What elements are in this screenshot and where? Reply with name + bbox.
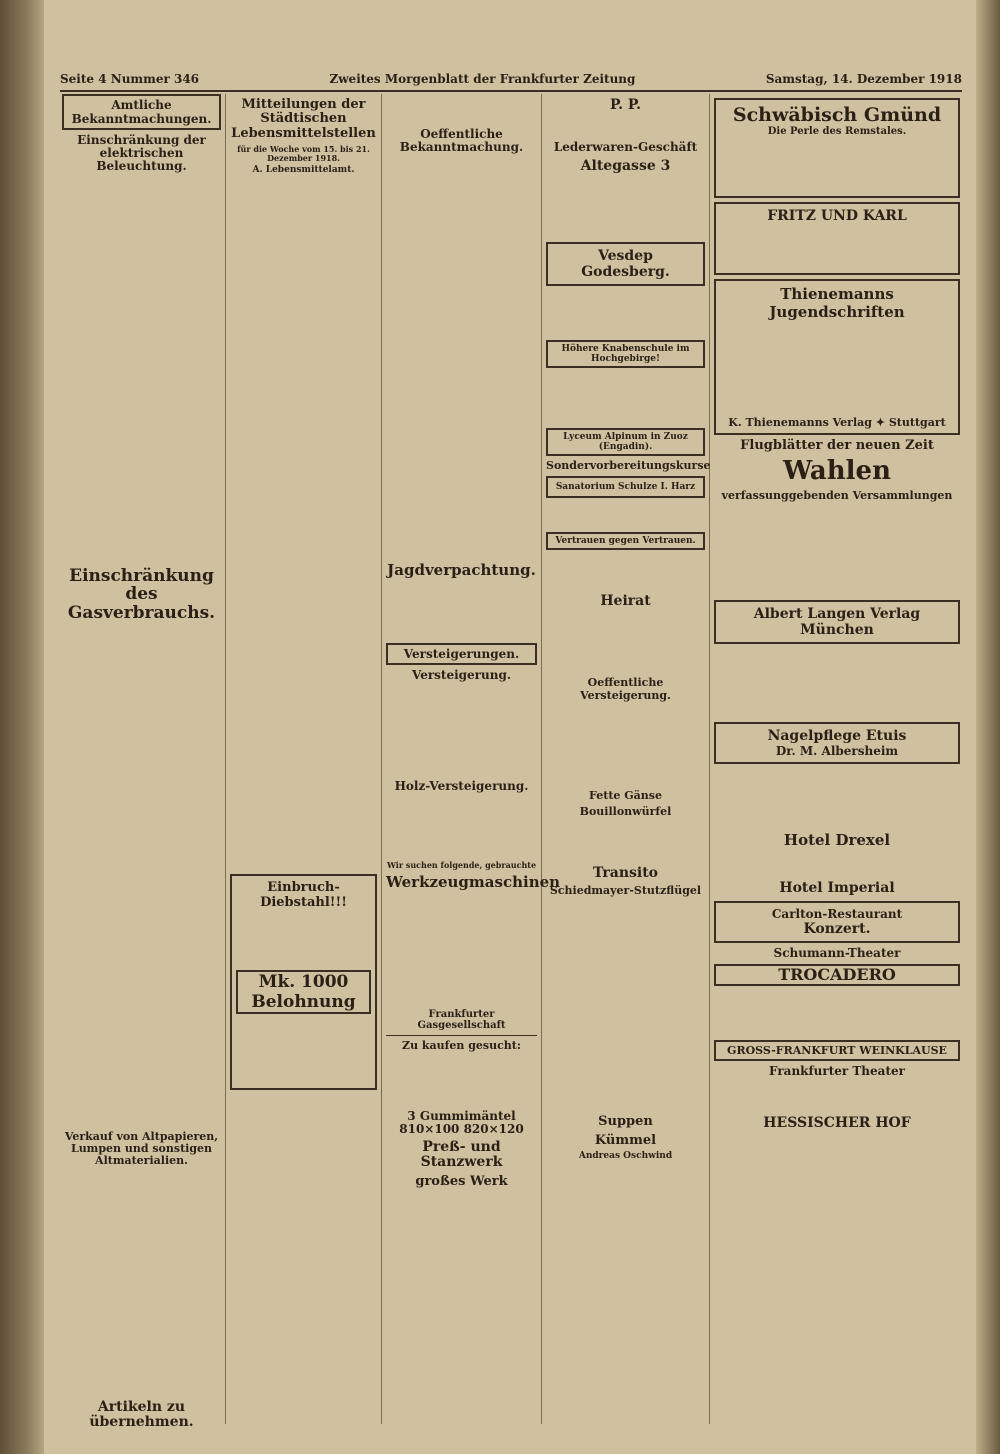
ad-company: Frankfurter Gasgesellschaft (417, 1008, 506, 1031)
article-body (386, 94, 537, 124)
reward-ad (230, 874, 377, 1090)
ad-body (546, 290, 705, 340)
ad-body (714, 990, 960, 1040)
ad-heading: Fette Gänse (589, 788, 662, 802)
section-heading: Versteigerungen. (386, 643, 537, 665)
ad-heading: Einbruch-Diebstahl!!! (260, 880, 347, 911)
nagelpflege-ad (714, 722, 960, 764)
ad-subheading: Die Perle des Remstales. (767, 126, 907, 137)
ad-body (714, 506, 960, 596)
column-bekanntmachung (382, 94, 561, 1424)
ad-heading: Hotel Drexel (783, 830, 891, 849)
ad-heading: Wahlen (782, 456, 891, 487)
ad-heading: Kümmel (594, 1132, 657, 1148)
page-header (60, 72, 962, 92)
ad-body (720, 224, 954, 269)
ad-body (386, 895, 537, 1005)
ad-body (236, 1014, 371, 1084)
ad-heading: verfassunggebenden Versammlungen (721, 488, 953, 502)
article-body (386, 158, 537, 558)
ad-heading: 3 Gummimäntel 810×100 820×120 (399, 1108, 524, 1136)
ad-body (714, 648, 960, 718)
ad-reward: Mk. 1000 Belohnung (236, 970, 371, 1014)
ad-body (236, 910, 371, 970)
thienemann-ad (714, 279, 960, 435)
article-heading: Jagdverpachtung. (387, 561, 536, 580)
ad-heading: Vesdep Godesberg. (546, 242, 705, 286)
fritz-karl-ad (714, 202, 960, 275)
column-official (58, 94, 226, 1431)
ad-heading: Lederwaren-Geschäft (553, 140, 698, 155)
ad-heading: Schiedmayer-Stutzflügel (549, 884, 702, 898)
ad-heading: GROSS-FRANKFURT WEINKLAUSE (714, 1040, 960, 1061)
ad-heading: Preß- und Stanzwerk (420, 1139, 503, 1171)
ad-heading: Schumann-Theater (773, 945, 901, 960)
article-body (386, 797, 537, 857)
ad-body (720, 321, 954, 416)
ad-heading: FRITZ UND KARL (767, 208, 907, 224)
book-binding (0, 0, 44, 1454)
divider (386, 1035, 537, 1036)
ad-heading: Flugblätter der neuen Zeit (740, 438, 934, 453)
ad-heading: Vertrauen gegen Vertrauen. (546, 532, 705, 550)
ad-heading: TROCADERO (714, 964, 960, 986)
ad-body (386, 1056, 537, 1106)
ad-publisher: K. Thienemanns Verlag ✦ Stuttgart (728, 416, 946, 429)
ad-body (546, 117, 705, 137)
article-body (62, 1171, 221, 1396)
column-ads-small (542, 94, 710, 1424)
ad-heading: Lyceum Alpinum in Zuoz (Engadin). (546, 428, 705, 456)
ad-body (546, 550, 705, 590)
ad-body (720, 137, 954, 192)
column-lebensmittel (226, 94, 382, 1424)
ad-heading: großes Werk (415, 1173, 508, 1189)
ad-body (546, 822, 705, 862)
ad-heading: Sondervorbereitungskurse (546, 458, 711, 472)
ad-heading: Suppen (598, 1114, 653, 1130)
ad-heading: P. P. (609, 97, 642, 113)
article-heading: Holz-Versteigerung. (394, 779, 529, 794)
article-body (62, 627, 221, 1127)
ad-body (714, 1082, 960, 1112)
ad-heading: Zu kaufen gesucht: (402, 1038, 521, 1052)
article-subheading: für die Woche vom 15. bis 21. Dezember 1918. (237, 143, 370, 163)
article-body (230, 180, 377, 870)
article-heading: Mitteilungen der Städtischen Lebensmittelstellen (231, 97, 376, 141)
ad-heading: Heirat (600, 593, 651, 610)
ad-heading: Bouillonwürfel (579, 804, 672, 818)
ad-heading: Transito (592, 864, 659, 881)
carlton-ad (714, 901, 960, 943)
ad-subheading: Konzert. (803, 920, 871, 937)
ad-heading: Hotel Imperial (779, 880, 895, 897)
article-heading: Versteigerung. (411, 667, 512, 682)
ad-heading: Albert Langen Verlag München (714, 600, 960, 644)
ad-body (714, 768, 960, 828)
column-ads-large (710, 94, 964, 1424)
section-label: A. Lebensmittelamt. (252, 165, 355, 176)
ad-heading: Sanatorium Schulze I. Harz (546, 476, 705, 498)
ad-body (546, 368, 705, 428)
article-body (62, 178, 221, 563)
ad-heading: Thienemanns Jugendschriften (769, 285, 905, 321)
article-heading: Oeffentliche Bekanntmachung. (399, 127, 524, 155)
ad-heading: Schwäbisch Gmünd (732, 104, 942, 126)
ad-heading: Oeffentliche Versteigerung. (580, 676, 671, 702)
ad-heading: Altegasse 3 (580, 157, 671, 174)
ad-body (714, 852, 960, 877)
ad-company: Dr. M. Albersheim (775, 743, 899, 758)
ad-heading: Andreas Oschwind (578, 1150, 673, 1161)
section-heading: Amtliche Bekanntmachungen. (62, 94, 221, 130)
ad-heading: Frankfurter Theater (769, 1063, 905, 1078)
ad-heading: HESSISCHER HOF (763, 1114, 911, 1131)
header-right: Samstag, 14. Dezember 1918 (765, 72, 962, 86)
ad-body (546, 901, 705, 1111)
ad-intro: Wir suchen folgende, gebrauchte (386, 860, 537, 871)
ad-body (546, 178, 705, 238)
page-edge (976, 0, 1000, 1454)
ad-heading: Carlton-Restaurant (771, 906, 903, 921)
schwaebisch-ad (714, 98, 960, 198)
article-heading: Einschränkung des Gasverbrauchs. (67, 565, 216, 623)
ad-heading: Höhere Knabenschule im Hochgebirge! (546, 340, 705, 368)
ad-body (546, 613, 705, 673)
article-heading: Verkauf von Altpapieren, Lumpen und sonstigen Altmaterialien. (64, 1129, 219, 1167)
ad-heading: Nagelpflege Etuis (767, 727, 907, 744)
article-body (386, 583, 537, 643)
header-left: Seite 4 Nummer 346 (60, 72, 200, 86)
header-center: Zweites Morgenblatt der Frankfurter Zeitung (329, 72, 636, 86)
ad-body (546, 502, 705, 532)
ad-body (546, 706, 705, 786)
article-heading: Einschränkung der elektrischen Beleuchtung. (77, 133, 206, 174)
ad-heading: Werkzeugmaschinen (386, 873, 561, 892)
article-body (386, 686, 537, 776)
article-heading: Artikeln zu übernehmen. (89, 1398, 194, 1431)
